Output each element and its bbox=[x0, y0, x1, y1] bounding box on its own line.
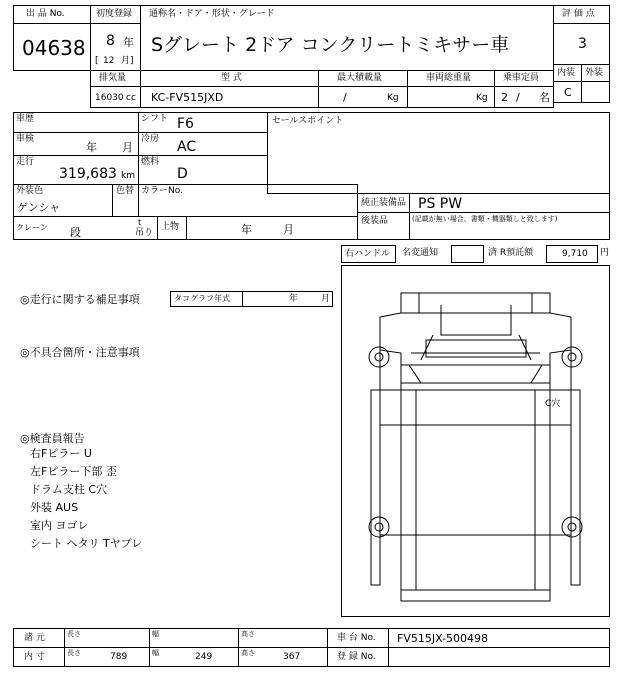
interior-label-cell bbox=[553, 64, 582, 82]
gvw-cell bbox=[407, 86, 495, 108]
eval-score-cell bbox=[553, 23, 610, 65]
model-label: 型 式 bbox=[221, 73, 242, 83]
color-no-label: カラーNo. bbox=[141, 186, 183, 196]
max-load: / bbox=[343, 91, 347, 104]
crane-cell bbox=[13, 216, 158, 240]
inner-length-label: 長さ bbox=[67, 649, 81, 657]
diagram-mark: C穴 bbox=[545, 399, 561, 409]
capacity: 2 bbox=[501, 91, 508, 104]
history-label: 車歴 bbox=[16, 114, 35, 124]
vehicle-name-label: 通称名・ドア・形状・グレード bbox=[149, 9, 275, 19]
displacement-label-cell bbox=[90, 70, 141, 87]
inner-width-cell bbox=[149, 647, 239, 667]
inspection-month-unit: 月 bbox=[122, 141, 133, 154]
inspector-item: ドラム支柱 C穴 bbox=[30, 483, 108, 496]
mileage-label: 走行 bbox=[16, 157, 35, 167]
displacement-label: 排気量 bbox=[99, 73, 127, 83]
vehicle-name-cell bbox=[140, 5, 554, 71]
reg-no-label-cell bbox=[327, 647, 389, 667]
inner-length-cell bbox=[64, 647, 150, 667]
first-reg-label-cell bbox=[90, 5, 141, 24]
spec-height-cell bbox=[238, 628, 328, 648]
rhd-label: 右ハンドル bbox=[345, 249, 391, 259]
inspection-label: 車検 bbox=[16, 134, 35, 144]
shift-cell bbox=[138, 112, 268, 133]
spec-height-label: 高さ bbox=[241, 630, 255, 638]
fuel-cell bbox=[138, 155, 268, 185]
inner-length: 789 bbox=[110, 652, 128, 662]
lot-no-label: 出 品 No. bbox=[26, 9, 65, 19]
inspection-cell bbox=[13, 132, 139, 156]
aircon-cell bbox=[138, 132, 268, 156]
lot-no-cell bbox=[13, 23, 91, 71]
mileage-unit: km bbox=[121, 171, 135, 181]
tachograph-year-unit: 年 bbox=[289, 294, 299, 304]
rhd-cell bbox=[341, 245, 396, 263]
tachograph-divider bbox=[242, 291, 243, 307]
spec-length-cell bbox=[64, 628, 150, 648]
aftermarket-label-cell bbox=[357, 212, 410, 240]
genuine-equip: PS PW bbox=[418, 196, 463, 212]
fuel-label: 燃料 bbox=[141, 157, 160, 167]
tachograph-month-unit: 月 bbox=[321, 294, 331, 304]
truck-diagram bbox=[341, 265, 610, 617]
exterior-color-label: 外装色 bbox=[16, 186, 44, 196]
driving-notes-header: ◎走行に関する補足事項 bbox=[20, 293, 140, 306]
reg-no-label: 登 録 No. bbox=[337, 652, 376, 662]
first-reg-year: 8 bbox=[106, 33, 115, 49]
capacity-label-cell bbox=[494, 70, 554, 87]
inspector-item: 右Fピラー U bbox=[30, 447, 92, 460]
exterior-color: ゲンシャ bbox=[17, 201, 61, 214]
tachograph-cell bbox=[170, 291, 333, 307]
inner-label-cell bbox=[13, 647, 65, 667]
chassis-no: FV515JX-500498 bbox=[397, 632, 489, 645]
gvw-label: 車両総重量 bbox=[426, 73, 472, 83]
chassis-label-cell bbox=[327, 628, 389, 648]
aircon: AC bbox=[177, 139, 197, 155]
inner-height: 367 bbox=[283, 652, 301, 662]
first-reg-cell bbox=[90, 23, 141, 71]
interior-grade-cell bbox=[553, 81, 582, 103]
capacity-unit: 名 bbox=[539, 91, 550, 104]
max-load-cell bbox=[318, 86, 408, 108]
recycle-label: 済 R預託額 bbox=[488, 248, 534, 258]
mileage: 319,683 bbox=[59, 166, 117, 182]
model-label-cell bbox=[140, 70, 319, 87]
specs-label: 諸 元 bbox=[24, 633, 45, 643]
crane-stage-unit: 段 bbox=[70, 226, 81, 239]
tachograph-label: タコグラフ年式 bbox=[174, 294, 230, 303]
top-body-label: 上物 bbox=[161, 222, 180, 232]
month-unit: 月] bbox=[121, 56, 134, 66]
exterior-color-cell bbox=[13, 184, 113, 217]
aftermarket-cell bbox=[409, 212, 610, 240]
top-body-label-cell bbox=[157, 216, 187, 240]
yen-unit: 円 bbox=[600, 248, 610, 258]
name-change-label: 名変通知 bbox=[402, 248, 439, 258]
history-cell bbox=[13, 112, 139, 133]
max-load-label-cell bbox=[318, 70, 408, 87]
inspector-item: 左Fピラー下部 歪 bbox=[30, 465, 117, 478]
eval-score: 3 bbox=[578, 36, 587, 52]
crane-label: クレーン bbox=[16, 223, 48, 232]
exterior-label: 外装 bbox=[585, 68, 604, 78]
inspector-item: 室内 ヨゴレ bbox=[30, 519, 89, 532]
month-open: [ bbox=[95, 56, 99, 66]
inspector-item: 外装 AUS bbox=[30, 501, 79, 514]
shift: F6 bbox=[177, 116, 194, 132]
spec-width-label: 幅 bbox=[152, 630, 159, 638]
genuine-equip-label: 純正装備品 bbox=[361, 198, 407, 208]
color-code-cell bbox=[112, 184, 139, 217]
top-year-unit: 年 bbox=[241, 223, 252, 236]
eval-label-cell bbox=[553, 5, 610, 24]
interior-label: 内装 bbox=[557, 68, 576, 78]
gvw-label-cell bbox=[407, 70, 495, 87]
top-body-cell bbox=[186, 216, 358, 240]
first-reg-month: 12 bbox=[103, 56, 115, 66]
exterior-grade-cell bbox=[581, 81, 610, 103]
inner-width-label: 幅 bbox=[152, 649, 159, 657]
inner-width: 249 bbox=[195, 652, 213, 662]
spec-length-label: 長さ bbox=[67, 630, 81, 638]
inner-height-label: 高さ bbox=[241, 649, 255, 657]
interior-grade: C bbox=[564, 86, 572, 99]
reg-no-cell bbox=[388, 647, 610, 667]
crane-ton-top: t bbox=[138, 218, 142, 227]
eval-label: 評 価 点 bbox=[562, 9, 595, 19]
recycle-amount-cell bbox=[546, 245, 598, 263]
inspection-year-unit: 年 bbox=[86, 141, 97, 154]
spec-width-cell bbox=[149, 628, 239, 648]
chassis-no-cell bbox=[388, 628, 610, 648]
chassis-label: 車 台 No. bbox=[337, 633, 376, 643]
top-month-unit: 月 bbox=[283, 223, 294, 236]
selling-points-cell bbox=[267, 112, 610, 194]
inner-height-cell bbox=[238, 647, 328, 667]
aftermarket-label: 後装品 bbox=[361, 216, 389, 226]
displacement-unit: cc bbox=[126, 93, 136, 103]
max-load-unit: Kg bbox=[387, 93, 399, 103]
gvw-unit: Kg bbox=[476, 93, 488, 103]
first-reg-label: 初度登録 bbox=[96, 9, 133, 19]
max-load-label: 最大積載量 bbox=[337, 73, 383, 83]
inspector-item: シート ヘタリ Tヤブレ bbox=[30, 537, 143, 550]
aircon-label: 冷房 bbox=[141, 134, 160, 144]
model: KC-FV515JXD bbox=[151, 91, 224, 104]
model-cell bbox=[140, 86, 319, 108]
defects-header: ◎不具合箇所・注意事項 bbox=[20, 346, 140, 359]
color-no-cell bbox=[138, 184, 358, 217]
inspector-header: ◎検査員報告 bbox=[20, 432, 85, 445]
aftermarket-note: (記載が無い場合、書類・機器類しと致します) bbox=[412, 215, 558, 223]
capacity-sep: / bbox=[516, 91, 520, 104]
capacity-cell bbox=[494, 86, 554, 108]
inner-label: 内 寸 bbox=[24, 652, 45, 662]
fuel: D bbox=[177, 166, 188, 182]
displacement-cell bbox=[90, 86, 141, 108]
color-code-label: 色替 bbox=[116, 186, 135, 196]
genuine-equip-label-cell bbox=[357, 193, 410, 213]
name-change-box bbox=[451, 245, 484, 263]
vehicle-name: Sグレート 2ドア コンクリートミキサー車 bbox=[151, 34, 510, 56]
capacity-label: 乗車定員 bbox=[503, 73, 540, 83]
recycle-amount: 9,710 bbox=[562, 249, 588, 259]
shift-label: シフト bbox=[141, 114, 169, 124]
specs-label-cell bbox=[13, 628, 65, 648]
genuine-equip-cell bbox=[409, 193, 610, 213]
mileage-cell bbox=[13, 155, 139, 185]
exterior-label-cell bbox=[581, 64, 610, 82]
lot-no-label-cell bbox=[13, 5, 91, 24]
selling-points-label: セールスポイント bbox=[272, 116, 344, 126]
crane-ton-label: 吊り bbox=[135, 228, 154, 238]
lot-no: 04638 bbox=[22, 36, 86, 60]
year-unit: 年 bbox=[123, 36, 134, 49]
displacement: 16030 bbox=[95, 93, 124, 103]
